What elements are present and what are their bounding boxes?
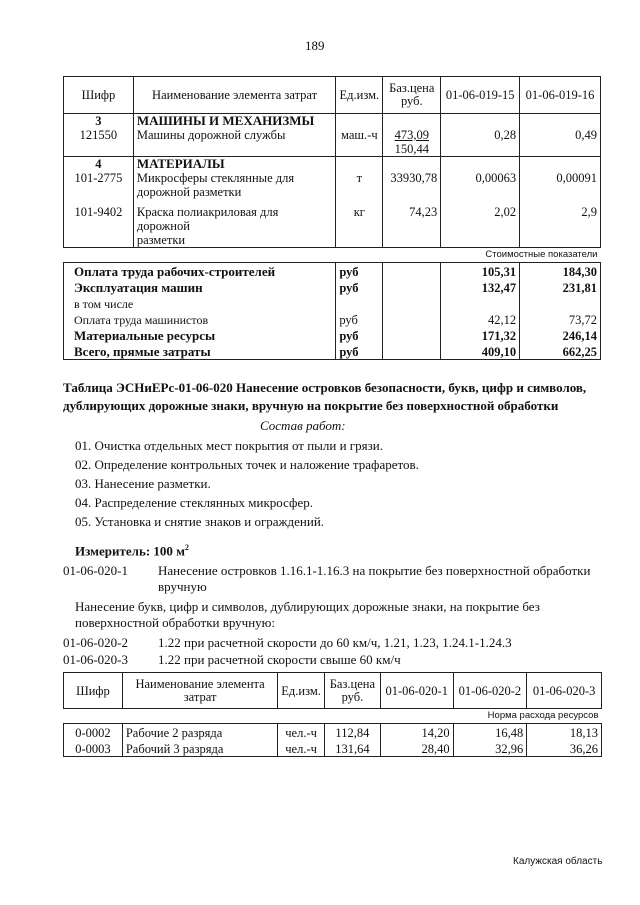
- totals-body: [64, 263, 601, 360]
- totals-row: [64, 343, 601, 360]
- item-text: Нанесение островков 1.16.1-1.16.3 на покрытие без поверхностной обработки: [158, 563, 591, 578]
- group-text: Нанесение букв, цифр и символов, дублирующих дорожные знаки, на покрытие без: [75, 599, 540, 614]
- header-col-020-2: 01-06-020-2: [453, 673, 527, 709]
- header-col-019-15: 01-06-019-15: [441, 77, 520, 114]
- cell-value: 2,02: [441, 199, 520, 248]
- cell-unit: маш.-ч: [336, 128, 383, 157]
- work-item: 05. Установка и снятие знаков и ограждений.: [75, 514, 325, 529]
- header-col-020-1: 01-06-020-1: [380, 673, 453, 709]
- totals-value: [441, 295, 520, 311]
- section-title-line-1: Таблица ЭСНиЕРс-01-06-020 Нанесение островков безопасности, букв, цифр и символов,: [63, 380, 587, 395]
- name-line: Микросферы стеклянные для: [136, 171, 295, 185]
- totals-value: 42,12: [441, 311, 520, 327]
- name-line: дорожной разметки: [136, 185, 242, 199]
- work-item: 01. Очистка отдельных мест покрытия от пыли и грязи.: [75, 438, 383, 453]
- totals-unit: руб: [336, 327, 383, 343]
- header-code: Шифр: [64, 673, 123, 709]
- subtitle-row: [64, 709, 602, 724]
- totals-value: 184,30: [520, 263, 601, 280]
- table-row: [64, 740, 602, 757]
- header-col-020-3: 01-06-020-3: [527, 673, 602, 709]
- totals-name: в том числе: [64, 295, 336, 311]
- item-code: 01-06-020-2: [63, 635, 128, 650]
- totals-unit: руб: [336, 311, 383, 327]
- table-subtitle: Норма расхода ресурсов: [487, 710, 599, 721]
- table-row: [64, 171, 601, 199]
- cell-value: 0,28: [441, 128, 520, 157]
- work-item: 04. Распределение стеклянных микросфер.: [75, 495, 313, 510]
- item-text: 1.22 при расчетной скорости свыше 60 км/ч: [158, 652, 401, 667]
- cell-name: Рабочие 2 разряда: [122, 724, 277, 741]
- item-code: 01-06-020-1: [63, 563, 128, 578]
- section-title: МАШИНЫ И МЕХАНИЗМЫ: [133, 114, 335, 129]
- header-price: Баз.цена руб.: [383, 77, 441, 114]
- cell-unit: т: [336, 171, 383, 199]
- cell-value: 0,00091: [520, 171, 601, 199]
- totals-value: 409,10: [441, 343, 520, 360]
- totals-name: Материальные ресурсы: [64, 327, 336, 343]
- item-text: вручную: [158, 579, 207, 594]
- cell-v3: 36,26: [527, 740, 602, 757]
- totals-unit: руб: [336, 263, 383, 280]
- totals-unit: руб: [336, 343, 383, 360]
- header-unit: Ед.изм.: [278, 673, 325, 709]
- cell-price: 112,84: [324, 724, 380, 741]
- cell-price: 131,64: [324, 740, 380, 757]
- table-row: [64, 724, 602, 741]
- subtitle-row: [64, 248, 601, 263]
- footer-region: Калужская область: [513, 856, 603, 867]
- section-row: [64, 157, 601, 172]
- cell-unit: чел.-ч: [278, 724, 325, 741]
- name-line: Краска полиакриловая для дорожной: [136, 205, 279, 233]
- cell-v3: 18,13: [527, 724, 602, 741]
- group-text: поверхностной обработки вручную:: [75, 615, 276, 630]
- totals-value: 73,72: [520, 311, 601, 327]
- name-line: разметки: [136, 233, 186, 247]
- totals-row: [64, 311, 601, 327]
- page-number: 189: [305, 38, 325, 53]
- table-subtitle: Стоимостные показатели: [485, 249, 598, 260]
- cell-price: 74,23: [383, 199, 441, 248]
- cell-code: 0-0002: [64, 724, 123, 741]
- cell-v2: 16,48: [453, 724, 527, 741]
- cell-price: 33930,78: [383, 171, 441, 199]
- totals-value: [520, 295, 601, 311]
- cell-name: [133, 171, 335, 199]
- table-header-row: [64, 673, 602, 709]
- meter-text: Измеритель: 100 м: [75, 543, 186, 559]
- table-row: [64, 199, 601, 248]
- totals-row: [64, 263, 601, 280]
- meter: [75, 543, 189, 559]
- cell-v1: 14,20: [380, 724, 453, 741]
- resource-table-1: [63, 76, 601, 360]
- rows-body: [64, 724, 602, 757]
- work-item: 02. Определение контрольных точек и наложение трафаретов.: [75, 457, 419, 472]
- table-header-row: [64, 77, 601, 114]
- cell-value: 0,00063: [441, 171, 520, 199]
- header-name: Наименование элемента затрат: [133, 77, 335, 114]
- section-title: МАТЕРИАЛЫ: [133, 157, 335, 172]
- cell-value: 0,49: [520, 128, 601, 157]
- cell-name: Машины дорожной службы: [133, 128, 335, 157]
- section-number: 4: [64, 157, 134, 172]
- totals-row: [64, 295, 601, 311]
- totals-value: 171,32: [441, 327, 520, 343]
- meter-exponent: 2: [185, 543, 190, 552]
- totals-value: 105,31: [441, 263, 520, 280]
- price-secondary: 150,44: [394, 142, 429, 156]
- cell-unit: кг: [336, 199, 383, 248]
- header-code: Шифр: [64, 77, 134, 114]
- totals-value: 246,14: [520, 327, 601, 343]
- totals-unit: руб: [336, 279, 383, 295]
- cell-name: [133, 199, 335, 248]
- resource-table-2: [63, 672, 602, 757]
- totals-row: [64, 327, 601, 343]
- totals-row: [64, 279, 601, 295]
- cell-unit: чел.-ч: [278, 740, 325, 757]
- totals-value: 662,25: [520, 343, 601, 360]
- header-col-019-16: 01-06-019-16: [520, 77, 601, 114]
- price-main: 473,09: [394, 128, 429, 142]
- cell-v1: 28,40: [380, 740, 453, 757]
- section-row: [64, 114, 601, 129]
- item-code: 01-06-020-3: [63, 652, 128, 667]
- work-item: 03. Нанесение разметки.: [75, 476, 211, 491]
- item-text: 1.22 при расчетной скорости до 60 км/ч, 1.21, 1.23, 1.24.1-1.24.3: [158, 635, 512, 650]
- section-number: 3: [64, 114, 134, 129]
- section-title-line-2: дублирующих дорожные знаки, вручную на покрытие без поверхностной обработки: [63, 398, 559, 413]
- cell-name: Рабочий 3 разряда: [122, 740, 277, 757]
- header-price: Баз.цена руб.: [324, 673, 380, 709]
- cell-code: 0-0003: [64, 740, 123, 757]
- totals-name: Оплата труда машинистов: [64, 311, 336, 327]
- totals-name: Оплата труда рабочих-строителей: [64, 263, 336, 280]
- header-name: Наименование элемента затрат: [122, 673, 277, 709]
- work-composition-title: Состав работ:: [260, 418, 346, 433]
- header-unit: Ед.изм.: [336, 77, 383, 114]
- totals-unit: [336, 295, 383, 311]
- cell-code: 101-2775: [64, 171, 134, 199]
- cell-price: [383, 128, 441, 157]
- totals-name: Эксплуатация машин: [64, 279, 336, 295]
- cell-code: 121550: [64, 128, 134, 157]
- totals-value: 231,81: [520, 279, 601, 295]
- totals-value: 132,47: [441, 279, 520, 295]
- table-row: [64, 128, 601, 157]
- cell-v2: 32,96: [453, 740, 527, 757]
- cell-value: 2,9: [520, 199, 601, 248]
- cell-code: 101-9402: [64, 199, 134, 248]
- totals-name: Всего, прямые затраты: [64, 343, 336, 360]
